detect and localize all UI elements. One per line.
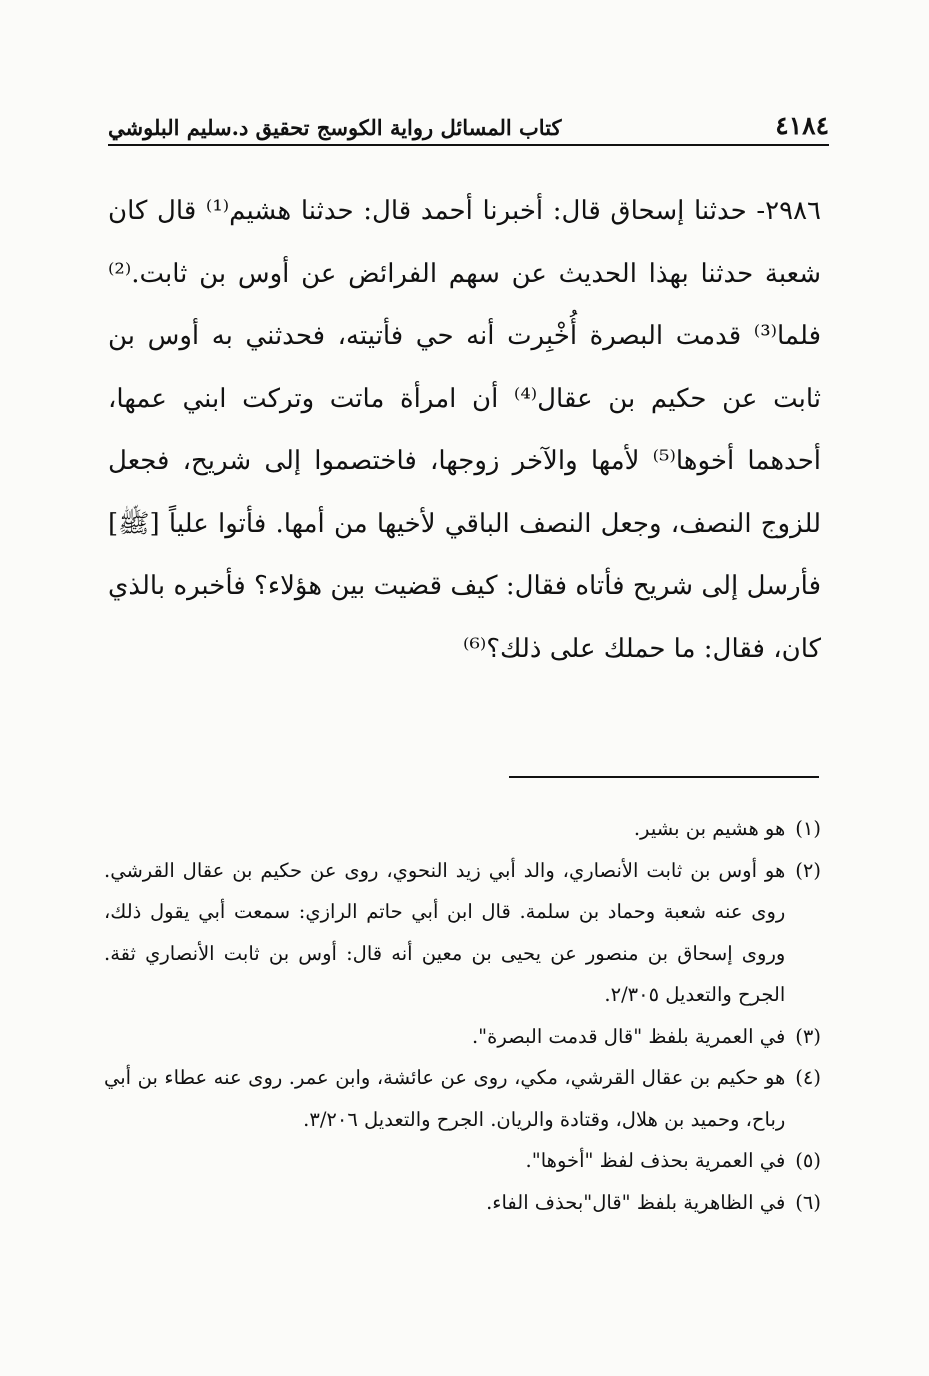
footnote-separator: [509, 776, 819, 778]
footnote-text: في العمرية بحذف لفظ "أخوها".: [525, 1149, 786, 1172]
hadith-text: حدثنا إسحاق قال: أخبرنا أحمد قال: حدثنا هشيم⁽¹⁾ قال كان شعبة حدثنا بهذا الحديث عن سهم الفرائض عن أوس بن ثابت.⁽²⁾ فلما⁽³⁾ قدمت البصرة أُخْبِرت أنه حي فأتيته، فحدثني به أوس بن ثابت عن حكيم بن عقال⁽⁴⁾ أن امرأة ماتت وتركت ابني عمها، أحدهما أخوها⁽⁵⁾ لأمها والآخر زوجها، فاختصموا إلى شريح، فجعل للزوج النصف، وجعل النصف الباقي لأخيها من أمها. فأتوا علياً [ﷺ] فأرسل إلى شريح فأتاه فقال: كيف قضيت بين هؤلاء؟ فأخبره بالذي كان، فقال: ما حملك على ذلك؟⁽⁶⁾: [108, 196, 821, 664]
footnote-text: هو هشيم بن بشير.: [633, 817, 786, 840]
footnote-text: هو حكيم بن عقال القرشي، مكي، روى عن عائشة، وابن عمر. روى عنه عطاء بن أبي رباح، وحميد بن هلال، وقتادة والريان. الجرح والتعديل ٣/٢٠٦.: [104, 1066, 786, 1131]
footnote: [104, 850, 821, 1016]
running-header: [108, 100, 829, 146]
footnote: [104, 1016, 821, 1058]
footnote-number: (٦): [795, 1190, 821, 1214]
footnote-text: هو أوس بن ثابت الأنصاري، والد أبي زيد النحوي، روى عن حكيم بن عقال القرشي. روى عنه شعبة وحماد بن سلمة. قال ابن أبي حاتم الرازي: سمعت أبي يقول ذلك، وروى إسحاق بن منصور عن يحيى بن معين أنه قال: أوس بن ثابت الأنصاري ثقة. الجرح والتعديل ٢/٣٠٥.: [104, 858, 786, 1006]
footnote: [104, 1140, 821, 1182]
footnote-text: في العمرية بلفظ "قال قدمت البصرة".: [471, 1024, 786, 1048]
footnote-number: (٥): [795, 1149, 821, 1172]
hadith-number: ٢٩٨٦-: [756, 196, 822, 226]
footnote-number: (٢): [795, 858, 821, 882]
hadith-paragraph: [108, 180, 821, 680]
footnotes: [104, 808, 821, 1223]
footnote: [104, 1057, 821, 1140]
book-title: كتاب المسائل رواية الكوسج تحقيق د.سليم البلوشي: [108, 115, 562, 140]
footnote: [104, 1182, 821, 1224]
footnote-number: (١): [795, 817, 821, 840]
page-number: ٤١٨٤: [775, 111, 829, 140]
footnote-text: في الظاهرية بلفظ "قال"بحذف الفاء.: [486, 1190, 786, 1214]
footnote: [104, 808, 821, 850]
footnote-number: (٣): [795, 1024, 821, 1048]
footnote-number: (٤): [795, 1066, 821, 1089]
